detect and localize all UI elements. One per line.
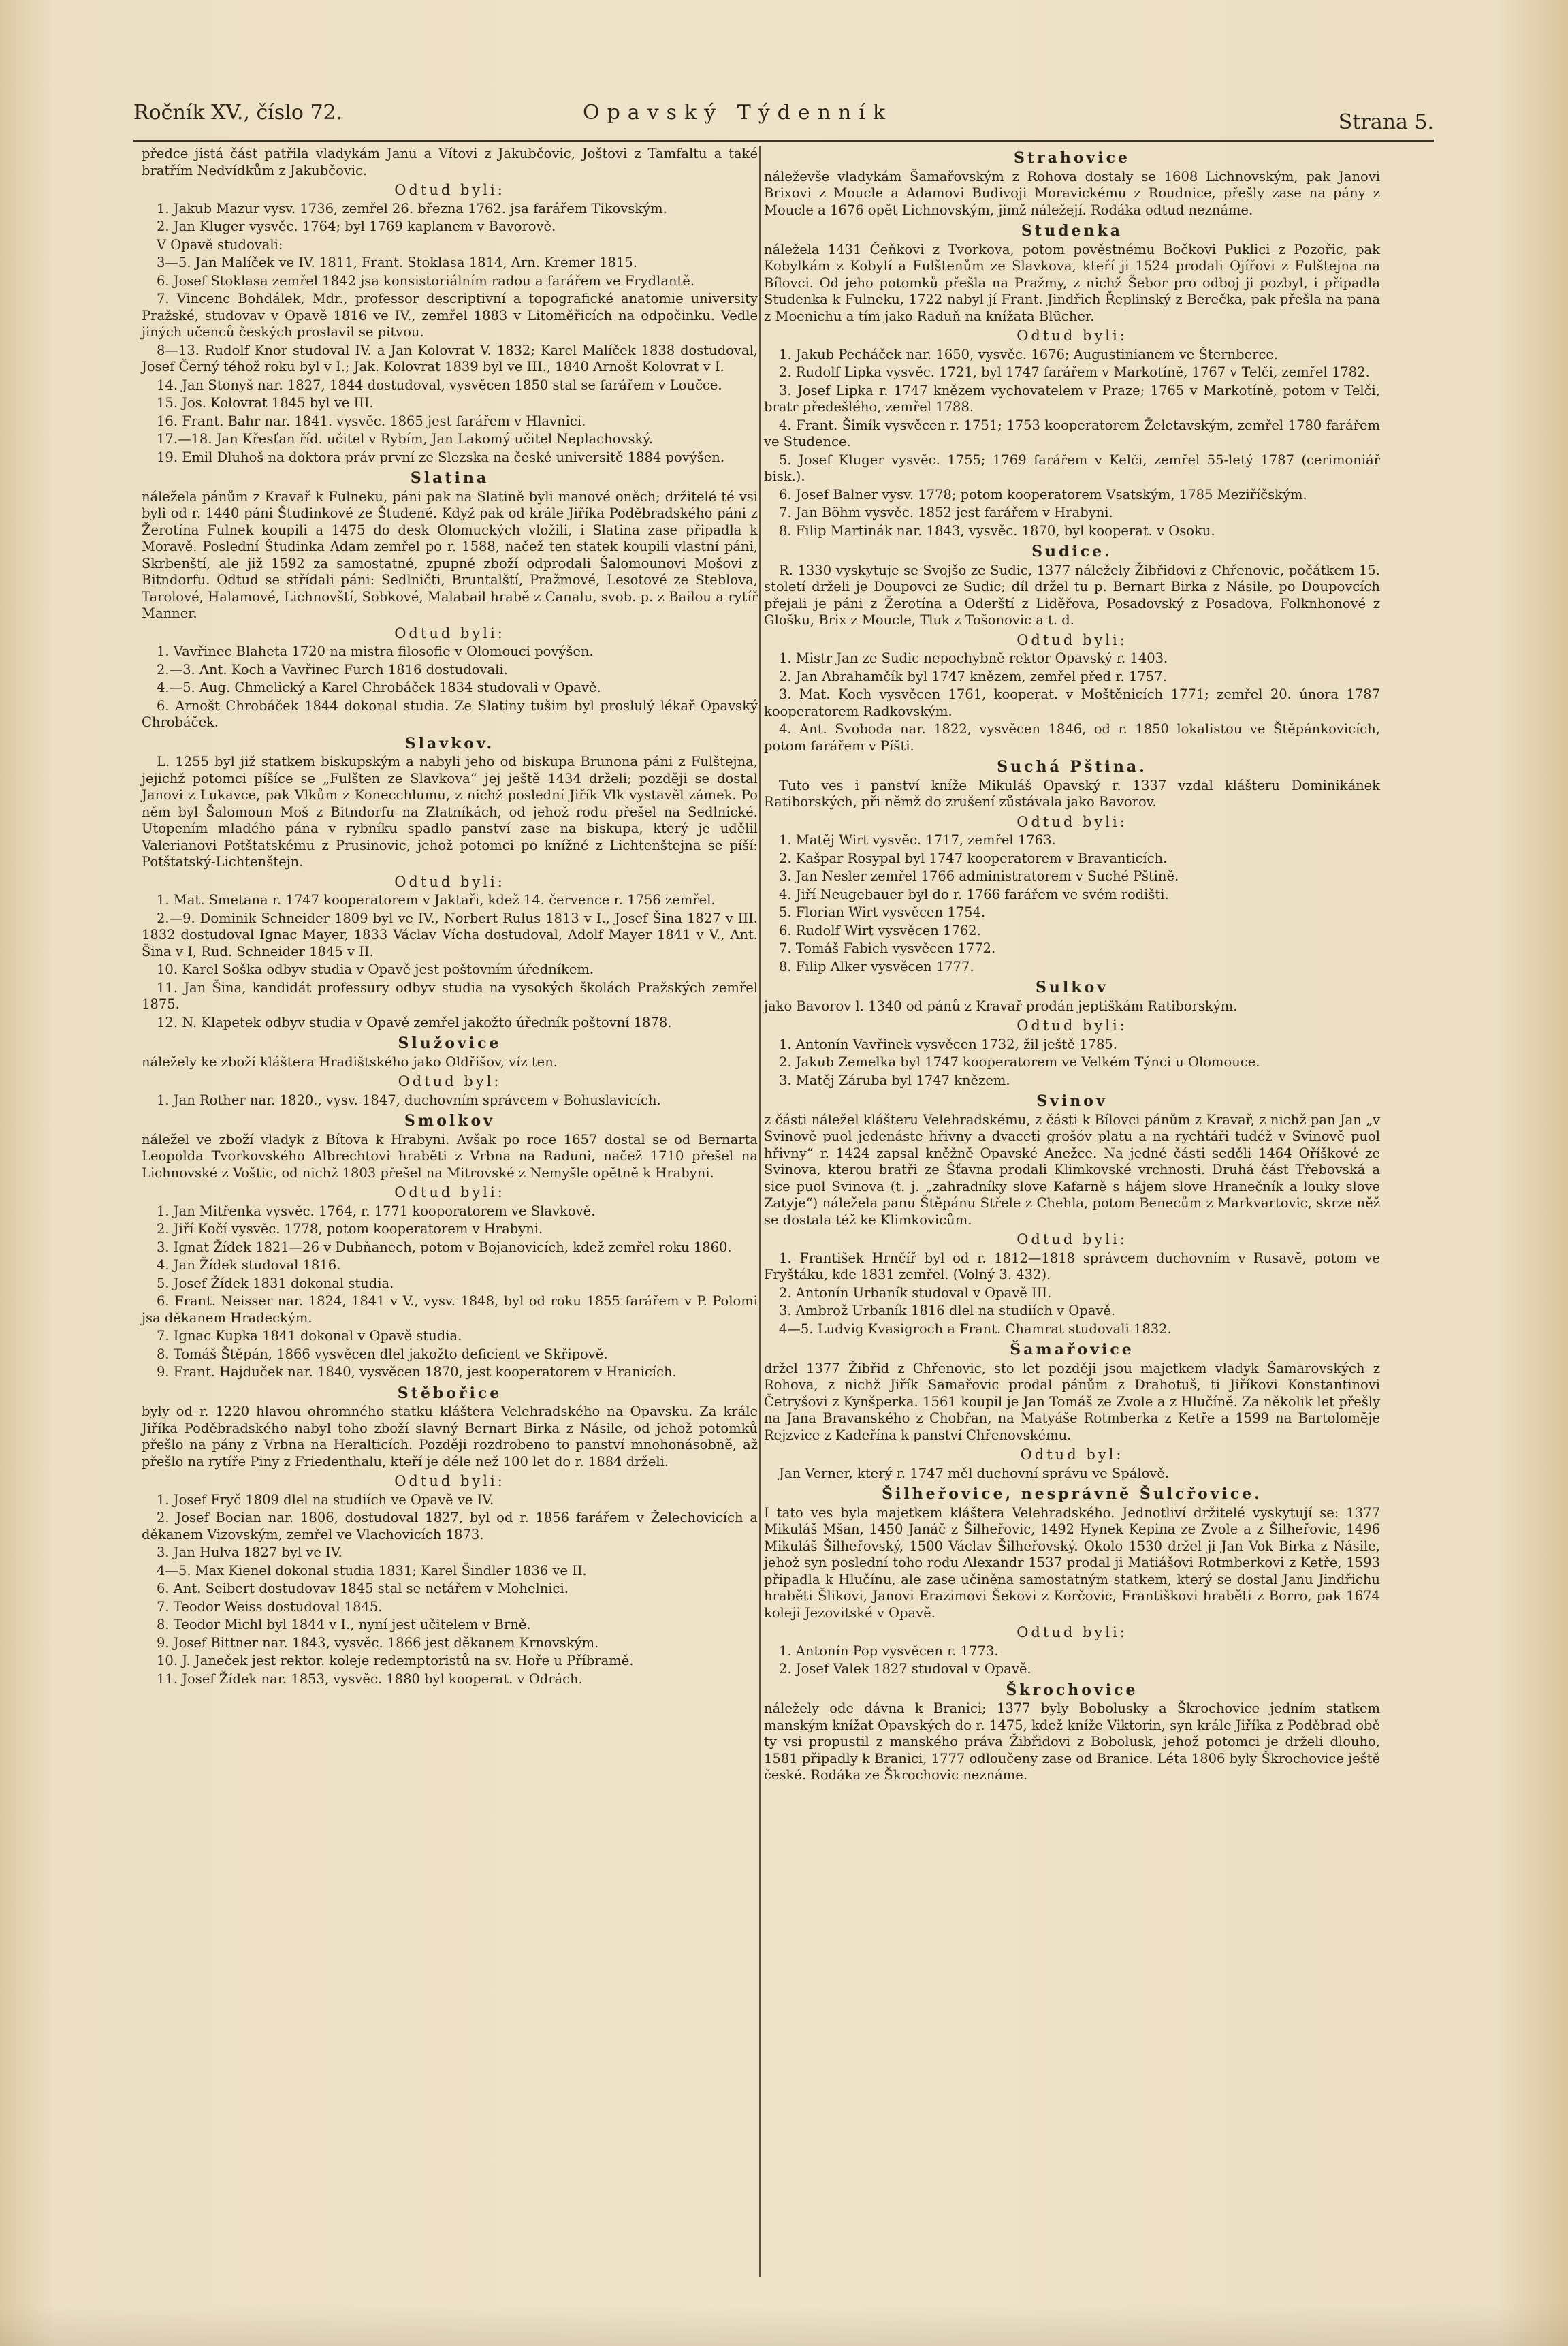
subheading: Odtud byli: <box>394 182 505 198</box>
list-entry: 4. Jiří Neugebauer byl do r. 1766 farářem ve svém rodišti. <box>779 886 1169 902</box>
list-entry: 4. Jan Žídek studoval 1816. <box>157 1257 341 1273</box>
list-entry: 3. Jan Hulva 1827 byl ve IV. <box>157 1544 342 1560</box>
list-entry: 6. Frant. Neisser nar. 1824, 1841 v V., vysv. 1848, byl od roku 1855 farářem v P. Polomi jsa děkanem Hradeckým. <box>142 1293 758 1326</box>
section-heading: Stěbořice <box>397 1384 502 1402</box>
list-entry: 2. Jiří Kočí vysvěc. 1778, potom kooperatorem v Hrabyni. <box>157 1221 543 1237</box>
page-number: Strana 5. <box>1338 110 1434 134</box>
section-heading: Slavkov. <box>404 734 495 752</box>
list-entry: 2.—9. Dominik Schneider 1809 byl ve IV., Norbert Rulus 1813 v I., Josef Šina 1827 v III. 1832 dostudoval Ignac Mayer, 1833 Václav Vícha dostudoval, Adolf Mayer 1841 v V., Ant. Šina v I, Rud. Schneider 1845 v II. <box>142 910 758 960</box>
list-entry: 6. Rudolf Wirt vysvěcen 1762. <box>779 922 981 938</box>
paragraph: náležela 1431 Čeňkovi z Tvorkova, potom pověstnému Bočkovi Puklici z Pozořic, pak Kobylkám z Kobylí a Fulštenům ze Slavkova, kteří ji 1524 prodali Ojířovi z Fulštejna na Bílovci. Od jeho potomků přešla na Pražmy, z nichž Šebor pro odboj ji pozbyl, i připadla Studenka k Fulneku, 1722 nabyl jí Frant. Jindřich Řeplinský z Berečka, pak přešla na pana z Moenichu a tím jako Raduň na knížata Blücher. <box>764 241 1380 324</box>
subheading: Odtud byli: <box>394 1184 505 1201</box>
list-entry: 12. N. Klapetek odbyv studia v Opavě zemřel jakožto úředník poštovní 1878. <box>157 1014 672 1030</box>
paragraph: I tato ves byla majetkem kláštera Velehradského. Jednotliví držitelé vyskytují se: 1377 Mikuláš Mšan, 1450 Janáč z Šilheřovic, 1492 Hynek Kepina ze Zvole a z Šilheřovic, 1496 Mikuláš Šilheřovský, 1500 Václav Šilheřovský. Okolo 1530 držel ji Jan Vok Birka z Násile, jehož syn poslední toho rodu Alexandr 1537 prodal ji Matiášovi Rotmberkovi z Ketře, 1593 připadla k Hlučínu, ale zase učiněna samostatným statkem, který se dostal Janu Jindřichu hraběti Šlikovi, Janovi Erazimovi Šekovi z Korčovic, Františkovi hraběti z Borro, pak 1674 koleji Jezovitské v Opavě. <box>764 1504 1380 1621</box>
list-entry: 4—5. Ludvig Kvasigroch a Frant. Chamrat studovali 1832. <box>779 1320 1172 1337</box>
paragraph: z části náležel klášteru Velehradskému, z části k Bílovci pánům z Kravař, z nichž pan Jan „v Svinově puol jedenáste hřivny a dvaceti grošóv platu a na rychtáři tudéž v Svinově puol hřivny“ r. 1424 zapsal kněžně Opavské Anežce. Na jedné části seděli 1464 Oříškové ze Svinova, kterou bratři ze Šťavna prodali Klimkovské vrchnosti. Druhá část Třebovská a sice puol Svinova (t. j. „zahradníky slove Kafarně s hájem slove Hranečník a louky slove Zatyje“) náležela panu Štěpánu Střele z Chehla, potom Benecům z Markvartovic, skrze něž se dostala též ke Klimkovicům. <box>764 1111 1380 1228</box>
list-entry: 7. Tomáš Fabich vysvěcen 1772. <box>779 940 996 956</box>
list-entry: 15. Jos. Kolovrat 1845 byl ve III. <box>157 395 374 411</box>
section-heading: Slatina <box>410 469 490 487</box>
paragraph: byly od r. 1220 hlavou ohromného statku kláštera Velehradského na Opavsku. Za krále Jiříka Poděbradského nabyl toho zboží slavný Bernart Birka z Násile, od jehož potomků přešlo na pány z Vrbna na Heralticích. Později rozdrobeno to panství mnohonásobně, až přešlo na rytíře Piny z Friedenthalu, kteří je déle než 100 let do r. 1884 drželi. <box>142 1404 758 1470</box>
section-heading: Smolkov <box>404 1112 495 1130</box>
list-entry: 9. Frant. Hajduček nar. 1840, vysvěcen 1870, jest kooperatorem v Hranicích. <box>157 1364 677 1380</box>
list-entry: R. 1330 vyskytuje se Svojšo ze Sudic, 1377 náležely Žibřidovi z Chřenovic, počátkem 15. století drželi je Doupovci ze Sudic; díl držel tu p. Bernart Birka z Násile, po Doupovcích přejali je páni z Žerotína a Oderští z Liděřova, Posadovský z Posadova, Folknhonové z Glošku, Brix z Moucle, Tluk z Tošonovic a t. d. <box>764 562 1380 628</box>
section-heading: Svinov <box>1036 1092 1108 1110</box>
list-entry: 1. Antonín Pop vysvěcen r. 1773. <box>779 1643 999 1659</box>
list-entry: 2. Jan Abrahamčík byl 1747 knězem, zemřel před r. 1757. <box>779 668 1167 684</box>
list-entry: 8—13. Rudolf Knor studoval IV. a Jan Kolovrat V. 1832; Karel Malíček 1838 dostudoval, Josef Černý téhož roku byl v I.; Jak. Kolovrat 1839 byl ve III., 1840 Arnošt Kolovrat v I. <box>142 342 758 375</box>
section-heading: Sudice. <box>1031 543 1113 560</box>
list-entry: 14. Jan Stonyš nar. 1827, 1844 dostudoval, vysvěcen 1850 stal se farářem v Loučce. <box>157 377 722 393</box>
list-entry: 1. Jan Rother nar. 1820., vysv. 1847, duchovním správcem v Bohuslavicích. <box>157 1092 661 1108</box>
issue-label: Ročník XV., číslo 72. <box>133 101 343 125</box>
paragraph: náležela pánům z Kravař k Fulneku, páni pak na Slatině byli manové oněch; držitelé té vsi byli od r. 1440 páni Študinkové ze Študené. Když pak od krále Jiříka Poděbradského páni z Žerotína Fulnek koupili a 1475 do desk Olomuckých vložili, i Slatina zase připadla k Moravě. Poslední Študinka Adam zemřel po r. 1588, načež ten statek koupili vlastní páni, Skrbenští, ale již 1592 za samostatné, zpupné zboží odprodali Šalomounovi Mošovi z Bitndorfu. Odtud se střídali páni: Sedlničti, Bruntalští, Pražmové, Lesotové ze Steblova, Tarolové, Halamové, Lichnovští, Sobkové, Malabail hrabě z Canalu, svob. p. z Bailou a rytíř Manner. <box>142 488 758 621</box>
section-heading: Sulkov <box>1036 979 1108 996</box>
list-entry: 10. J. Janeček jest rektor. koleje redemptoristů na sv. Hoře u Příbramě. <box>157 1653 634 1668</box>
list-entry: 4. Frant. Šimík vysvěcen r. 1751; 1753 kooperatorem Želetavským, zemřel 1780 farářem ve Studence. <box>764 417 1380 449</box>
left-column <box>142 146 758 1689</box>
list-entry: 3. Ambrož Urbaník 1816 dlel na studiích v Opavě. <box>779 1303 1116 1318</box>
section-heading: Služovice <box>398 1034 502 1052</box>
list-entry: Tuto ves i panství kníže Mikuláš Opavský r. 1337 vzdal klášteru Dominikánek Ratiborských, při němž do zrušení zůstávala jako Bavorov. <box>764 777 1380 810</box>
subheading: Odtud byli: <box>1017 1624 1127 1640</box>
list-entry: 6. Josef Stoklasa zemřel 1842 jsa konsistoriálním radou a farářem ve Frydlantě. <box>157 272 695 289</box>
list-entry: 8. Tomáš Štěpán, 1866 vysvěcen dlel jakožto deficient ve Skřipově. <box>157 1346 608 1362</box>
list-entry: Jan Verner, který r. 1747 měl duchovní správu ve Spálově. <box>779 1465 1170 1481</box>
subheading: Odtud byli: <box>394 1473 505 1489</box>
list-entry: 2. Josef Bocian nar. 1806, dostudoval 1827, byl od r. 1856 farářem v Želechovicích a děkanem Vizovským, zemřel ve Vlachovicích 1873. <box>142 1510 758 1542</box>
list-entry: 4.—5. Aug. Chmelický a Karel Chrobáček 1834 studovali v Opavě. <box>157 680 601 695</box>
list-entry: 5. Josef Kluger vysvěc. 1755; 1769 farářem v Kelči, zemřel 55-letý 1787 (cerimoniář bisk.). <box>764 451 1380 484</box>
page-header <box>133 97 1434 138</box>
subheading: Odtud byli: <box>1017 813 1127 830</box>
paragraph: jako Bavorov l. 1340 od pánů z Kravař prodán jeptiškám Ratiborským. <box>764 998 1238 1014</box>
subheading: Odtud byli: <box>1017 1017 1127 1034</box>
list-entry: 3. Matěj Záruba byl 1747 knězem. <box>779 1072 1010 1088</box>
list-entry: 1. Jakub Mazur vysv. 1736, zemřel 26. března 1762. jsa farářem Tikovským. <box>157 200 667 217</box>
list-entry: 1. Antonín Vavřinek vysvěcen 1732, žil ještě 1785. <box>779 1036 1117 1052</box>
subheading: Odtud byli: <box>394 873 505 890</box>
paragraph: náležel ve zboží vladyk z Bítova k Hrabyni. Avšak po roce 1657 dostal se od Bernarta Leopolda Tvorkovského Albrechtovi hraběti z Vrbna na Raduni, načež 1710 přešel na Lichnovské z Voštic, od nichž 1803 přešel na Mitrovské z Nemyšle opětně k Hrabyni. <box>142 1131 758 1181</box>
paragraph: náležely ke zboží kláštera Hradištského jako Oldřišov, víz ten. <box>142 1053 558 1070</box>
list-entry: 5. Josef Žídek 1831 dokonal studia. <box>157 1275 394 1291</box>
page-edge-shadow <box>0 2305 1568 2346</box>
subheading: Odtud byli: <box>394 624 505 641</box>
list-entry: 1. Jan Mitřenka vysvěc. 1764, r. 1771 kooporatorem ve Slavkově. <box>157 1203 596 1219</box>
list-entry: 8. Teodor Michl byl 1844 v I., nyní jest učitelem v Brně. <box>157 1617 531 1632</box>
section-heading: Strahovice <box>1013 149 1131 167</box>
list-entry: 6. Arnošt Chrobáček 1844 dokonal studia. Ze Slatiny tušim byl proslulý lékař Opavský Chrobáček. <box>142 697 758 730</box>
section-heading: Škrochovice <box>1006 1681 1138 1699</box>
column-divider <box>759 146 761 2277</box>
list-entry: 2. Rudolf Lipka vysvěc. 1721, byl 1747 farářem v Markotíně, 1767 v Telči, zemřel 1782. <box>779 364 1370 380</box>
paragraph: náleževše vladykám Šamařovským z Rohova dostaly se 1608 Lichnovským, pak Janovi Brixovi z Moucle a Adamovi Budivoji Moravickému z Roudnice, přešly zase na pány z Moucle a 1676 opět Lichnovským, jimž náležejí. Rodáka odtud neznáme. <box>764 168 1380 218</box>
right-column <box>764 146 1380 1786</box>
list-entry: 7. Jan Böhm vysvěc. 1852 jest farářem v Hrabyni. <box>779 505 1113 520</box>
list-entry: 8. Filip Martinák nar. 1843, vysvěc. 1870, byl kooperat. v Osoku. <box>779 522 1215 539</box>
list-entry: 1. Vavřinec Blaheta 1720 na mistra filosofie v Olomouci povýšen. <box>157 644 594 659</box>
list-entry: 4. Ant. Svoboda nar. 1822, vysvěcen 1846, od r. 1850 lokalistou ve Štěpánkovicích, potom farářem v Píšti. <box>764 721 1380 754</box>
list-entry: L. 1255 byl již statkem biskupským a nabyli jeho od biskupa Brunona páni z Fulštejna, jejichž potomci píšíce se „Fulšten ze Slavkova“ jej ještě 1434 drželi; později se dostal Janovi z Lukavce, pak Vlkům z Konecchlumu, z nichž poslední Jiřík Vlk vystavěl zámek. Po něm byl Šalomoun Moš z Bitndorfu na Zlatníkách, od jehož rodu přešel na Sedlnické. Utopením mladého pána v rybníku spadlo panství zase na biskupa, který je udělil Valerianovi Potštatskému z Prusinovic, jehož potomci po knížné z Lichtenštejna se píší: Potštatský-Lichtenštejn. <box>142 754 758 870</box>
subheading: Odtud byli: <box>1017 1231 1127 1248</box>
subheading: Odtud byl: <box>398 1073 502 1090</box>
list-entry: 10. Karel Soška odbyv studia v Opavě jest poštovním úředníkem. <box>157 962 594 977</box>
paragraph: předce jistá část patřila vladykám Janu a Vítovi z Jakubčovic, Joštovi z Tamfaltu a také bratřím Nedvídkům z Jakubčovic. <box>142 146 758 178</box>
subheading: Odtud byli: <box>1017 328 1127 344</box>
list-entry: 17.—18. Jan Křesťan říd. učitel v Rybím, Jan Lakomý učitel Neplachovský. <box>157 431 653 447</box>
list-entry: 7. Vincenc Bohdálek, Mdr., professor descriptivní a topografické anatomie university Pražské, studovav v Opavě 1816 ve IV., zemřel 1883 v Litoměřicích na odpočinku. Vedle jiných učenců českých proslavil se pitvou. <box>142 291 758 340</box>
list-entry: 1. Mistr Jan ze Sudic nepochybně rektor Opavský r. 1403. <box>779 650 1168 666</box>
list-entry: 2. Josef Valek 1827 studoval v Opavě. <box>779 1661 1031 1677</box>
list-entry: 19. Emil Dluhoš na doktora práv první ze Slezska na české universitě 1884 povýšen. <box>157 449 725 465</box>
subheading: Odtud byli: <box>1017 631 1127 648</box>
masthead-title: Opavský Týdenník <box>583 101 893 125</box>
list-entry: 5. Florian Wirt vysvěcen 1754. <box>779 904 986 920</box>
list-entry: 11. Jan Šina, kandidát professury odbyv studia na vysokých školách Pražských zemřel 1875. <box>142 979 758 1012</box>
list-entry: 3. Josef Lipka r. 1747 knězem vychovatelem v Praze; 1765 v Markotíně, potom v Telči, bratr předešlého, zemřel 1788. <box>764 382 1380 415</box>
list-entry: 9. Josef Bittner nar. 1843, vysvěc. 1866 jest děkanem Krnovským. <box>157 1634 599 1651</box>
list-entry: 7. Teodor Weiss dostudoval 1845. <box>157 1598 383 1615</box>
paragraph: náležely ode dávna k Branici; 1377 byly Bobolusky a Škrochovice jedním statkem manským knížat Opavských do r. 1475, kdež kníže Viktorin, syn krále Jiříka z Poděbrad obě ty vsi propustil z manského práva Žibřidovi z Bobolusk, jehož potomci je drželi dlouho, 1581 připadly k Branici, 1777 odloučeny zase od Branice. Léta 1806 byly Škrochovice ještě české. Rodáka ze Škrochovic neznáme. <box>764 1700 1380 1783</box>
list-entry: 2. Jakub Zemelka byl 1747 kooperatorem ve Velkém Týnci u Olomouce. <box>779 1054 1260 1070</box>
header-rule <box>133 140 1434 142</box>
list-entry: 3. Ignat Žídek 1821—26 v Dubňanech, potom v Bojanovicích, kdež zemřel roku 1860. <box>157 1239 732 1255</box>
list-entry: V Opavě studovali: <box>157 236 283 253</box>
list-entry: 2. Antonín Urbaník studoval v Opavě III. <box>779 1284 1052 1301</box>
list-entry: 1. František Hrnčíř byl od r. 1812—1818 správcem duchovním v Rusavě, potom ve Fryštáku, kde 1831 zemřel. (Volný 3. 432). <box>764 1250 1380 1282</box>
section-heading: Suchá Pština. <box>997 758 1147 776</box>
list-entry: 3. Jan Nesler zemřel 1766 administratorem v Suché Pštině. <box>779 868 1179 884</box>
section-heading: Šilheřovice, nesprávně Šulcřovice. <box>882 1485 1262 1503</box>
list-entry: 2. Jan Kluger vysvěc. 1764; byl 1769 kaplanem v Bavorově. <box>157 219 556 234</box>
list-entry: 3—5. Jan Malíček ve IV. 1811, Frant. Stoklasa 1814, Arn. Kremer 1815. <box>157 255 637 270</box>
list-entry: 6. Ant. Seibert dostudovav 1845 stal se netářem v Mohelnici. <box>157 1581 569 1596</box>
section-heading: Studenka <box>1021 222 1123 240</box>
paragraph: držel 1377 Žibřid z Chřenovic, sto let později jsou majetkem vladyk Šamarovských z Rohova, z nichž Jiřík Samařovic prodal pánům z Drahotuš, ti Jiříkovi Konstantinovi Četryšovi z Kynšperka. 1561 koupil je Jan Tomáš ze Zvole a z Hlučíně. Za několik let přešly na Jana Bravanského z Chobřan, na Matyáše Rotmberka z Ketře a 1599 na Bartoloměje Rejzvice z Kadeřína k panství Chřenovskému. <box>764 1360 1380 1443</box>
section-heading: Šamařovice <box>1010 1341 1134 1359</box>
subheading: Odtud byl: <box>1020 1446 1124 1463</box>
list-entry: 1. Jakub Pecháček nar. 1650, vysvěc. 1676; Augustinianem ve Šternberce. <box>779 346 1279 362</box>
list-entry: 8. Filip Alker vysvěcen 1777. <box>779 958 974 974</box>
list-entry: 7. Ignac Kupka 1841 dokonal v Opavě studia. <box>157 1328 462 1344</box>
list-entry: 2. Kašpar Rosypal byl 1747 kooperatorem v Bravanticích. <box>779 850 1168 866</box>
list-entry: 16. Frant. Bahr nar. 1841. vysvěc. 1865 jest farářem v Hlavnici. <box>157 413 586 429</box>
list-entry: 2.—3. Ant. Koch a Vavřinec Furch 1816 dostudovali. <box>157 661 508 678</box>
list-entry: 1. Matěj Wirt vysvěc. 1717, zemřel 1763. <box>779 832 1056 848</box>
list-entry: 3. Mat. Koch vysvěcen 1761, kooperat. v Moštěnicích 1771; zemřel 20. února 1787 kooperatorem Radkovským. <box>764 686 1380 719</box>
list-entry: 1. Josef Fryč 1809 dlel na studiích ve Opavě ve IV. <box>157 1491 494 1508</box>
list-entry: 4—5. Max Kienel dokonal studia 1831; Karel Šindler 1836 ve II. <box>157 1562 587 1579</box>
list-entry: 6. Josef Balner vysv. 1778; potom kooperatorem Vsatským, 1785 Meziříčským. <box>779 486 1307 503</box>
list-entry: 1. Mat. Smetana r. 1747 kooperatorem v Jaktaři, kdež 14. července r. 1756 zemřel. <box>157 892 716 908</box>
list-entry: 11. Josef Žídek nar. 1853, vysvěc. 1880 byl kooperat. v Odrách. <box>157 1670 583 1687</box>
